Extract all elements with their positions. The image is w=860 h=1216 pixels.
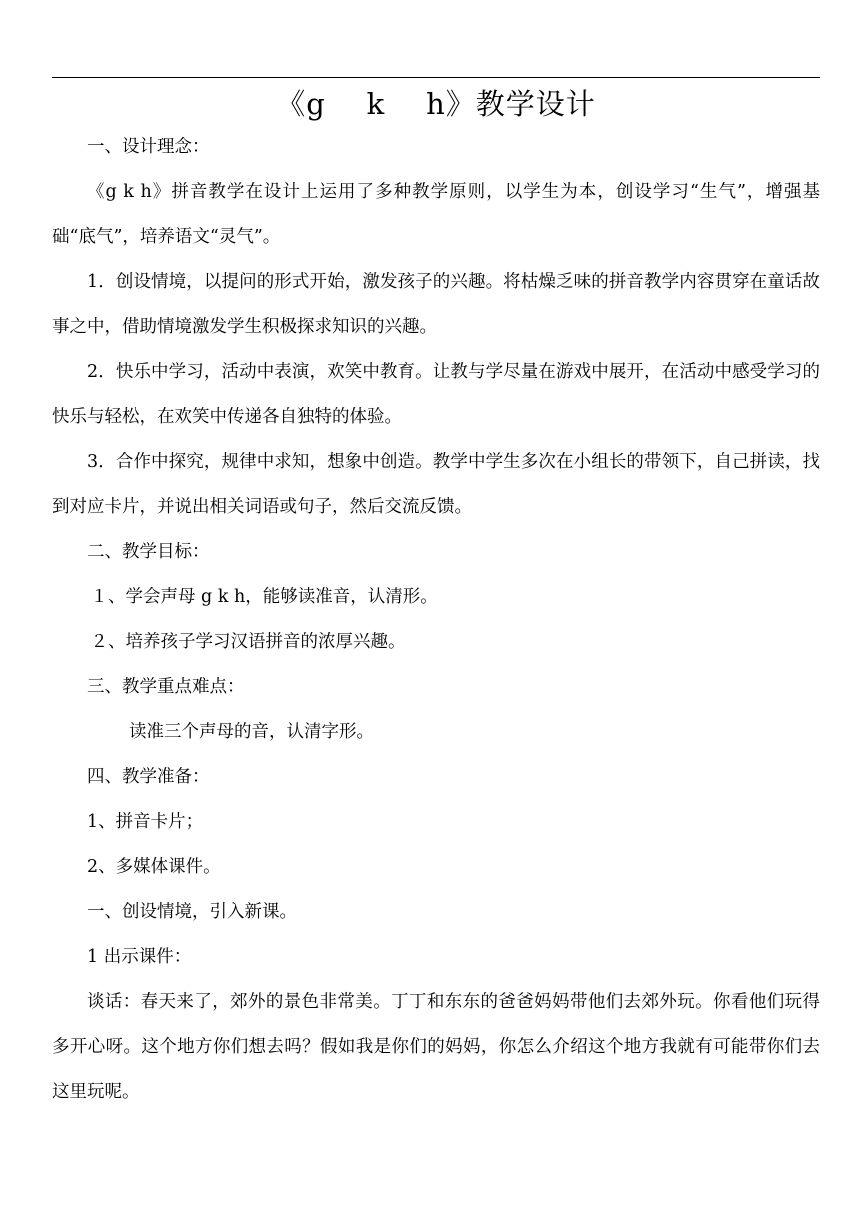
preparation-item-2: 2、多媒体课件。 (87, 857, 221, 877)
paragraph-concept-point-1: 1．创设情境，以提问的形式开始，激发孩子的兴趣。将枯燥乏味的拼音教学内容贯穿在童话故事之中，借助情境激发学生积极探求知识的兴趣。 (52, 272, 820, 337)
preparation-item-1: 1、拼音卡片； (87, 812, 204, 832)
goal-item-1: １、学会声母 g k h，能够读准音，认清形。 (90, 587, 438, 607)
heading-teaching-goals: 二、教学目标： (87, 542, 210, 562)
paragraph-concept-intro: 《g k h》拼音教学在设计上运用了多种教学原则，以学生为本，创设学习“生气”，增强基础“底气”，培养语文“灵气”。 (52, 182, 820, 247)
paragraph-concept-point-3: 3．合作中探究，规律中求知，想象中创造。教学中学生多次在小组长的带领下，自己拼读，找到对应卡片，并说出相关词语或句子，然后交流反馈。 (52, 452, 820, 517)
paragraph-concept-point-2: 2．快乐中学习，活动中表演，欢笑中教育。让教与学尽量在游戏中展开，在活动中感受学习的快乐与轻松，在欢笑中传递各自独特的体验。 (52, 362, 820, 427)
document-title: 《g k h》教学设计 (276, 87, 596, 121)
step-1-sub-1: 1 出示课件： (87, 947, 192, 967)
header-rule (52, 77, 820, 78)
paragraph-key-difficulties: 读准三个声母的音，认清字形。 (129, 722, 374, 742)
heading-step-1: 一、创设情境，引入新课。 (87, 902, 297, 922)
goal-item-2: ２、培养孩子学习汉语拼音的浓厚兴趣。 (90, 632, 406, 652)
paragraph-conversation: 谈话：春天来了，郊外的景色非常美。丁丁和东东的爸爸妈妈带他们去郊外玩。你看他们玩得多开心呀。这个地方你们想去吗？假如我是你们的妈妈，你怎么介绍这个地方我就有可能带你们去这里玩呢。 (52, 992, 820, 1102)
heading-key-difficulties: 三、教学重点难点： (87, 677, 245, 697)
heading-design-concept: 一、设计理念： (87, 137, 210, 157)
heading-preparation: 四、教学准备： (87, 767, 210, 787)
